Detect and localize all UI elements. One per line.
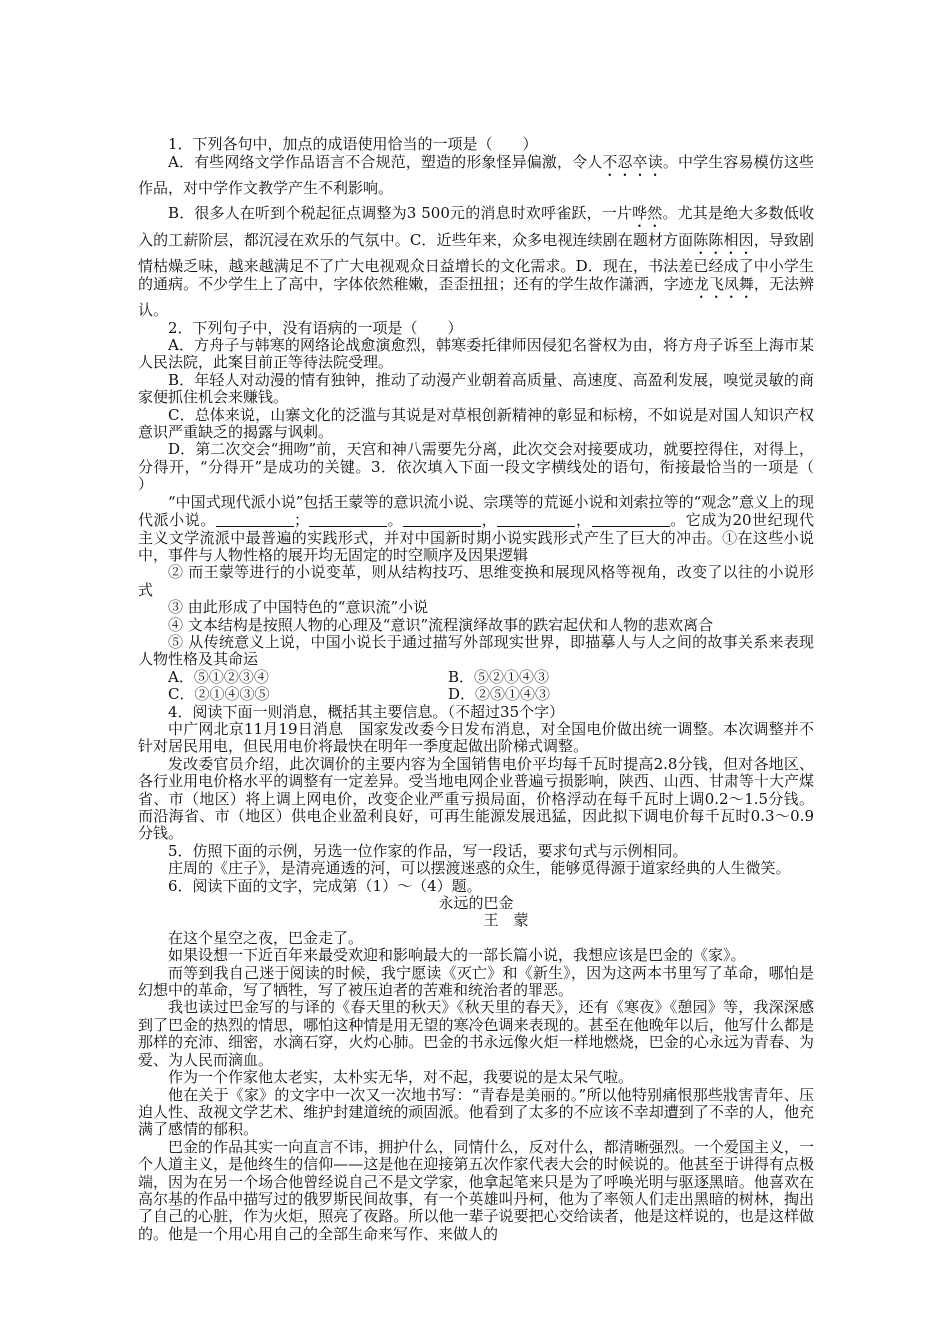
q1-a-text: A．有些网络文学作品语言不合规范，塑造的形象怪异偏激，令人 (168, 153, 603, 172)
q6-stem: 6．阅读下面的文字，完成第（1）～（4）题。 (168, 876, 482, 895)
q3-passage-end: 。它成为20世纪现代主义文学流派中最普遍的实践形式，并对中国新时期小说实践形式产生了巨大的冲击。 (138, 511, 814, 547)
q2-option-a: A．方舟子与韩寒的网络论战愈演愈烈，韩寒委托律师因侵犯名誉权为由，将方舟子诉至上海市某人民法院，此案目前正等待法院受理。 (138, 336, 814, 372)
article-para-6: 他在关于《家》的文字中一次又一次地书写：“青春是美丽的。”所以他特别痛恨那些戕害青年、压迫人性、敌视文学艺术、维护封建道统的顽固派。他看到了太多的不应该不幸却遭到了不幸的人，他充满了感情的郁积。 (138, 1085, 814, 1139)
q1-b-text-end: 。尤其是绝大多数低收入的工薪阶层，都沉浸在欢乐的气氛中。 (138, 203, 814, 249)
q3-item-2: ② 而王蒙等进行的小说变革，则从结构技巧、思维变换和展现风格等视角，改变了以往的小说形式 (138, 563, 814, 599)
q5-example: 庄周的《庄子》，是清亮通透的河，可以摆渡迷惑的众生，能够觅得源于道家经典的人生微笑。 (168, 859, 791, 878)
q3-passage-start: “中国式现代派小说”包括王蒙等的意识流小说、宗璞等的荒诞小说和刘索拉等的“观念”意义上的现代派小说。 (138, 492, 814, 530)
q3-blank-4 (497, 511, 575, 527)
q3-sep-4: ， (575, 511, 592, 530)
q3-stem: 3．依次填入下面一段文字横线处的语句，衔接最恰当的一项是（ ） (138, 457, 845, 494)
q3-item-1: ①在这些小说中，事件与人物性格的展开均无固定的时空顺序及因果逻辑 (138, 528, 814, 564)
article-para-5: 作为一个作家他太老实，太朴实无华，对不起，我要说的是太呆气啦。 (168, 1068, 634, 1087)
q1-d-idiom: 龙飞凤舞 (693, 275, 754, 294)
q1-a-idiom: 不忍卒读 (602, 153, 663, 172)
q4-news-para-1: 中广网北京11月19日消息 国家发改委今日发布消息，对全国电价做出统一调整。本次调整并不针对居民用电，但民用电价将最快在明年一季度起做出阶梯式调整。 (138, 719, 814, 756)
q3-item-3: ③ 由此形成了中国特色的“意识流”小说 (168, 598, 429, 617)
q5-stem: 5．仿照下面的示例，另选一位作家的作品，写一段话，要求句式与示例相同。 (168, 841, 688, 860)
q2-option-d (138, 440, 845, 494)
q3-item-4: ④ 文本结构是按照人物的心理及“意识”流程演绎故事的跌宕起伏和人物的悲欢离合 (168, 615, 714, 634)
article-para-2: 如果设想一下近百年来最受欢迎和影响最大的一部长篇小说，我想应该是巴金的《家》。 (168, 946, 746, 965)
q2-stem: 2．下列句子中，没有语病的一项是（ ） (168, 318, 463, 337)
q3-sep-3: ， (481, 511, 498, 530)
q4-stem: 4．阅读下面一则消息，概括其主要信息。（不超过35个字） (168, 702, 565, 721)
q3-sep-2: 。 (386, 511, 404, 530)
article-author: 王 蒙 (483, 911, 529, 930)
q3-options-row-1 (138, 669, 814, 686)
q3-blank-3 (403, 511, 481, 527)
article-para-7: 巴金的作品其实一向直言不讳，拥护什么，同情什么，反对什么，都清晰强烈。一个爱国主义，一个人道主义，是他终生的信仰——这是他在迎接第五次作家代表大会的时候说的。他甚至于讲得有点极端，因为在另一个场合他曾经说自己不是文学家，他拿起笔来只是为了呼唤光明与驱逐黑暗。他喜欢在高尔基的作品中描写过的俄罗斯民间故事，有一个英雄叫丹柯，他为了率领人们走出黑暗的树林，掏出了自己的心脏，作为火炬，照亮了夜路。所以他一辈子说要把心交给读者，他是这样说的，也是这样做的。他是一个用心用自己的全部生命来写作、来做人的 (138, 1137, 814, 1243)
q1-c-text-end: ，导致剧情枯燥乏味，越来越满足不了广大电视观众日益增长的文化需求。 (138, 230, 814, 275)
q2-option-c: C．总体来说，山寨文化的泛滥与其说是对草根创新精神的彰显和标榜，不如说是对国人知识产权意识严重缺乏的揭露与讽刺。 (138, 405, 814, 442)
q1-c-idiom: 陈陈相因 (693, 230, 754, 249)
q3-option-a: A．⑤①②③④ (168, 667, 269, 686)
q1-c-text: C．近些年来，众多电视连续剧在题材方面 (409, 230, 694, 249)
q1-d-text-end: ，无法辨认。 (138, 275, 814, 320)
q1-a-text-end: 。中学生容易模仿这些作品，对中学作文教学产生不利影响。 (138, 153, 814, 198)
q1-b-text: B．很多人在听到个税起征点调整为3 500元的消息时欢呼雀跃，一片 (168, 203, 633, 222)
q3-blank-2 (309, 511, 387, 527)
q3-sep-1: ； (293, 511, 309, 530)
q3-options-row-2 (138, 686, 814, 703)
q1-d-text: D．现在，书法差已经成了中小学生的通病。不少学生上了高中，字体依然稚嫩，歪歪扭扭；还有的学生故作潇洒，字迹 (138, 256, 814, 294)
q1-stem: 1．下列各句中，加点的成语使用恰当的一项是（ ） (168, 135, 538, 153)
q1-options-bcd (138, 204, 814, 320)
q1-option-a (138, 153, 814, 197)
q3-passage (138, 494, 814, 565)
article-para-3: 而等到我自己迷于阅读的时候，我宁愿读《灭亡》和《新生》，因为这两本书里写了革命，哪怕是幻想中的革命，写了牺牲，写了被压迫者的苦难和统治者的罪恶。 (138, 963, 814, 1000)
exam-page (138, 135, 845, 1243)
article-para-1: 在这个星空之夜，巴金走了。 (168, 928, 364, 947)
q1-b-idiom: 哗然 (632, 203, 663, 222)
article-title: 永远的巴金 (438, 894, 514, 913)
q4-news-para-2: 发改委官员介绍，此次调价的主要内容为全国销售电价平均每千瓦时提高2.8分钱，但对各地区、各行业用电价格水平的调整有一定差异。受当地电网企业普遍亏损影响，陕西、山西、甘肃等十大产煤省、市（地区）将上调上网电价，改变企业严重亏损局面，价格浮动在每千瓦时上调0.2～1.5分钱。而沿海省、市（地区）供电企业盈利良好，可再生能源发展迅猛，因此拟下调电价每千瓦时0.3～0.9分钱。 (138, 754, 814, 843)
q3-blank-5 (592, 511, 670, 527)
q2-d-text: D．第二次交会“拥吻”前，天宫和神八需要先分离，此次交会对接要成功，就要控得住，对得上，分得开，“分得开”是成功的关键。 (138, 440, 814, 476)
q3-option-d: D．②⑤①④③ (448, 685, 551, 704)
q2-option-b: B．年轻人对动漫的情有独钟，推动了动漫产业朝着高质量、高速度、高盈利发展，嗅觉灵敏的商家便抓住机会来赚钱。 (138, 370, 814, 407)
q3-item-5: ⑤ 从传统意义上说，中国小说长于通过描写外部现实世界，即描摹人与人之间的故事关系来表现人物性格及其命运 (138, 632, 814, 669)
q3-blank-1 (216, 511, 294, 527)
q3-option-c: C．②①④③⑤ (168, 685, 270, 704)
q3-option-b: B．⑤②①④③ (448, 667, 550, 686)
article-para-4: 我也读过巴金写的与译的《春天里的秋天》《秋天里的春天》，还有《寒夜》《憩园》等，我深深感到了巴金的热烈的情思，哪怕这种情是用无望的寒冷色调来表现的。甚至在他晚年以后，他写什么都是那样的充沛、细密，水滴石穿，火灼心肺。巴金的书永远像火炬一样地燃烧，巴金的心永远为青春、为爱、为人民而滴血。 (138, 998, 814, 1069)
